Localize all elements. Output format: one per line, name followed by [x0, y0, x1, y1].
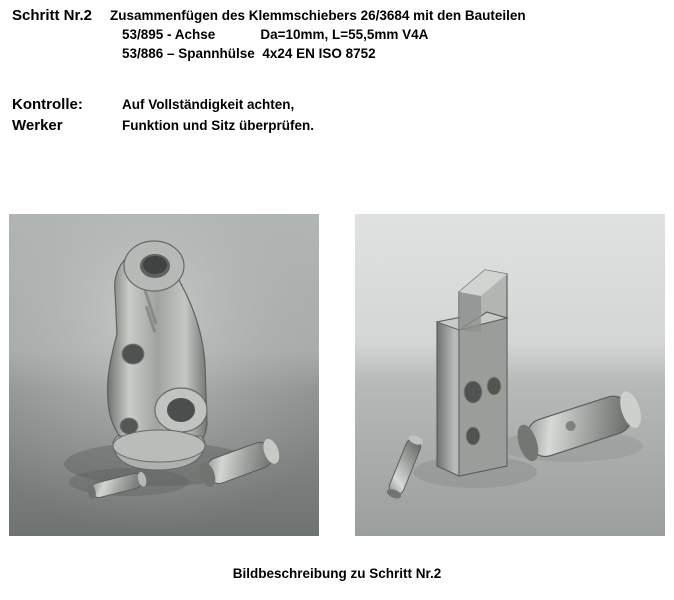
- photo-right: [355, 214, 665, 536]
- step-header: [0, 6, 674, 63]
- step-title-row: [0, 6, 674, 25]
- step-part-line-2: 53/886 – Spannhülse 4x24 EN ISO 8752: [122, 46, 376, 61]
- photo-left: [9, 214, 319, 536]
- control-text-line-2: Funktion und Sitz überprüfen.: [122, 118, 314, 133]
- control-row-2: [0, 115, 674, 136]
- step-part-line-1: 53/895 - Achse Da=10mm, L=55,5mm V4A: [122, 27, 429, 42]
- image-caption: Bildbeschreibung zu Schritt Nr.2: [232, 566, 442, 581]
- step-title: Zusammenfügen des Klemmschiebers 26/3684 mit den Bauteilen: [110, 8, 526, 23]
- control-label-line-1: Kontrolle:: [12, 96, 83, 113]
- photo-left-graphic: [9, 214, 319, 536]
- control-text-line-1: Auf Vollständigkeit achten,: [122, 97, 295, 112]
- control-label-line-2: Werker: [12, 117, 63, 134]
- step-label: Schritt Nr.2: [12, 7, 93, 24]
- photo-right-graphic: [355, 214, 665, 536]
- control-row-1: [0, 94, 674, 115]
- control-block: [0, 94, 674, 136]
